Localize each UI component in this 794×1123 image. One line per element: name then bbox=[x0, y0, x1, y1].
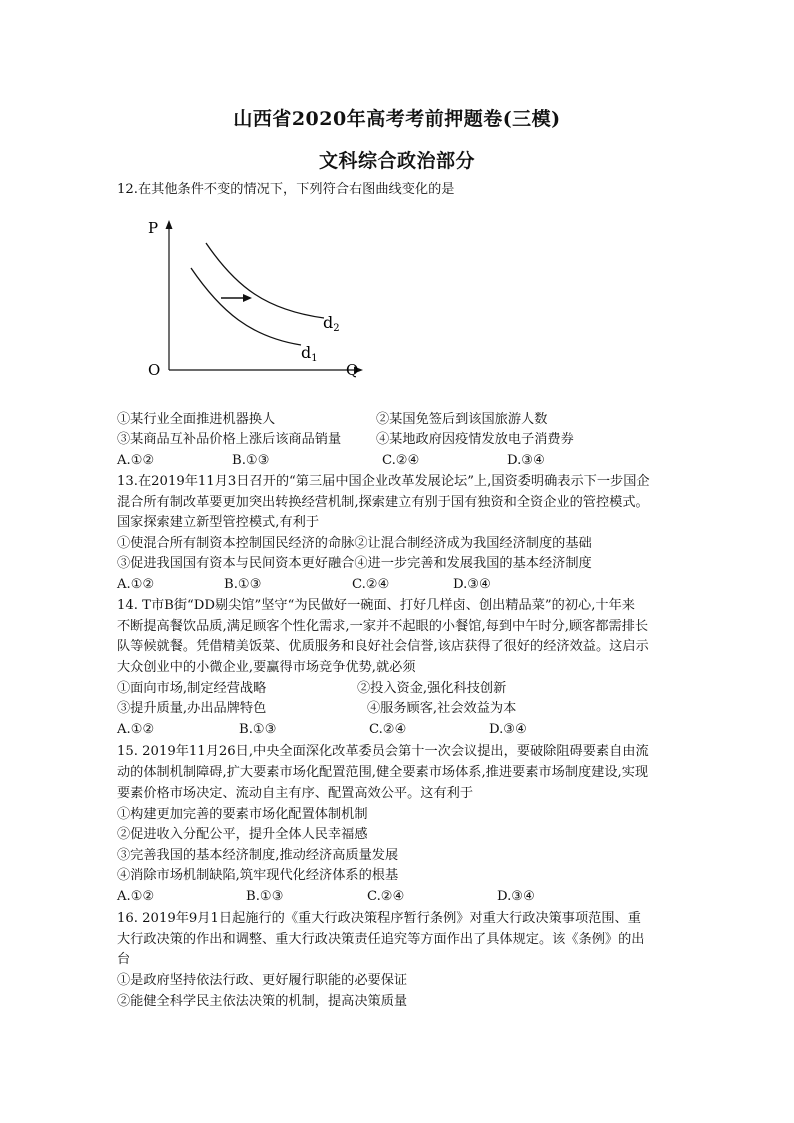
q12-stem: 12.在其他条件不变的情况下，下列符合右图曲线变化的是 bbox=[117, 182, 455, 197]
q14-item-3: ③提升质量,办出品牌特色 bbox=[117, 701, 267, 716]
curve-d2-label: d2 bbox=[323, 313, 340, 334]
q16-line-2: 大行政决策的作出和调整、重大行政决策责任追究等方面作出了具体规定。该《条例》的出 bbox=[117, 932, 645, 947]
q12-choice-b: B.①③ bbox=[232, 453, 270, 468]
q13-line-2: 混合所有制改革要更加突出转换经营机制,探索建立有别于国有独资和全资企业的管控模式。 bbox=[117, 495, 649, 510]
q15-item-2: ②促进收入分配公平，提升全体人民幸福感 bbox=[117, 827, 368, 842]
q14-choice-d: D.③④ bbox=[489, 722, 527, 737]
q12-choice-d: D.③④ bbox=[507, 453, 545, 468]
q16-line-1: 16. 2019年9月1日起施行的《重大行政决策程序暂行条例》对重大行政决策事项范围、重 bbox=[117, 911, 641, 926]
q13-choices bbox=[117, 576, 687, 594]
q12-items-row1 bbox=[117, 411, 687, 429]
q15-line-3: 要素价格市场决定、流动自主有序、配置高效公平。这有利于 bbox=[117, 786, 474, 801]
q12-items-row2 bbox=[117, 431, 687, 449]
q14-choices bbox=[117, 721, 687, 739]
q16-line-3: 台 bbox=[117, 952, 131, 967]
q16-item-1: ①是政府坚持依法行政、更好履行职能的必要保证 bbox=[117, 973, 408, 988]
q14-choice-b: B.①③ bbox=[239, 722, 277, 737]
q12-item-4: ④某地政府因疫情发放电子消费券 bbox=[376, 432, 574, 447]
q14-choice-a: A.①② bbox=[117, 722, 155, 737]
origin-label: O bbox=[148, 361, 161, 379]
q15-choice-b: B.①③ bbox=[246, 889, 284, 904]
q15-choice-c: C.②④ bbox=[367, 889, 405, 904]
q14-items-row2 bbox=[117, 700, 687, 718]
q12-choice-a: A.①② bbox=[117, 453, 155, 468]
shift-arrow-head bbox=[243, 294, 252, 302]
q14-line-1: 14. T市B街“DD剔尖馆”坚守“为民做好一碗面、打好几样卤、创出精品菜”的初心,十年来 bbox=[117, 598, 635, 613]
q16-item-2: ②能健全科学民主依法决策的机制，提高决策质量 bbox=[117, 994, 408, 1009]
q14-item-1: ①面向市场,制定经营战略 bbox=[117, 681, 267, 696]
q15-line-2: 动的体制机制障碍,扩大要素市场化配置范围,健全要素市场体系,推进要素市场制度建设,实现 bbox=[117, 765, 649, 780]
q15-item-4: ④消除市场机制缺陷,筑牢现代化经济体系的根基 bbox=[117, 868, 399, 883]
q15-choices bbox=[117, 888, 687, 906]
q15-choice-d: D.③④ bbox=[497, 889, 535, 904]
q14-item-2: ②投入资金,强化科技创新 bbox=[357, 681, 507, 696]
q13-items-2: ③促进我国国有资本与民间资本更好融合④进一步完善和发展我国的基本经济制度 bbox=[117, 556, 592, 571]
q13-items-1: ①使混合所有制资本控制国民经济的命脉②让混合制经济成为我国经济制度的基础 bbox=[117, 536, 592, 551]
q12-choice-c: C.②④ bbox=[382, 453, 420, 468]
q13-line-3: 国家探索建立新型管控模式,有利于 bbox=[117, 515, 320, 530]
q12-item-3: ③某商品互补品价格上涨后该商品销量 bbox=[117, 432, 342, 447]
demand-curve-figure bbox=[141, 212, 371, 384]
q13-choice-b: B.①③ bbox=[224, 577, 262, 592]
exam-subtitle: 文科综合政治部分 bbox=[318, 150, 475, 172]
q14-line-4: 大众创业中的小微企业,要赢得市场竞争优势,就必须 bbox=[117, 660, 416, 675]
q13-choice-a: A.①② bbox=[117, 577, 155, 592]
curve-d1-label: d1 bbox=[301, 343, 318, 364]
q15-line-1: 15. 2019年11月26日,中央全面深化改革委员会第十一次会议提出，要破除阻碍要素自由流 bbox=[117, 744, 649, 759]
curve-d1 bbox=[191, 268, 301, 345]
q13-choice-d: D.③④ bbox=[453, 577, 491, 592]
q14-line-3: 队等候就餐。凭借精美饭菜、优质服务和良好社会信誉,该店获得了很好的经济效益。这启示 bbox=[117, 639, 649, 654]
q12-item-2: ②某国免签后到该国旅游人数 bbox=[376, 412, 548, 427]
q14-items-row1 bbox=[117, 680, 687, 698]
q13-choice-c: C.②④ bbox=[352, 577, 390, 592]
q13-line-1: 13.在2019年11月3日召开的“第三届中国企业改革发展论坛”上,国资委明确表示下一步国企 bbox=[117, 474, 650, 489]
q14-item-4: ④服务顾客,社会效益为本 bbox=[367, 701, 517, 716]
exam-title: 山西省2020年高考考前押题卷(三模) bbox=[233, 108, 561, 130]
q12-choices bbox=[117, 452, 687, 470]
q15-item-1: ①构建更加完善的要素市场化配置体制机制 bbox=[117, 807, 368, 822]
q15-choice-a: A.①② bbox=[117, 889, 155, 904]
y-axis-label: P bbox=[148, 219, 159, 237]
x-axis-label: Q bbox=[346, 361, 359, 379]
q15-item-3: ③完善我国的基本经济制度,推动经济高质量发展 bbox=[117, 848, 399, 863]
y-axis-arrow bbox=[166, 220, 173, 229]
q12-item-1: ①某行业全面推进机器换人 bbox=[117, 412, 276, 427]
q14-line-2: 不断提高餐饮品质,满足顾客个性化需求,一家并不起眼的小餐馆,每到中午时分,顾客都需排长 bbox=[117, 619, 649, 634]
q14-choice-c: C.②④ bbox=[369, 722, 407, 737]
